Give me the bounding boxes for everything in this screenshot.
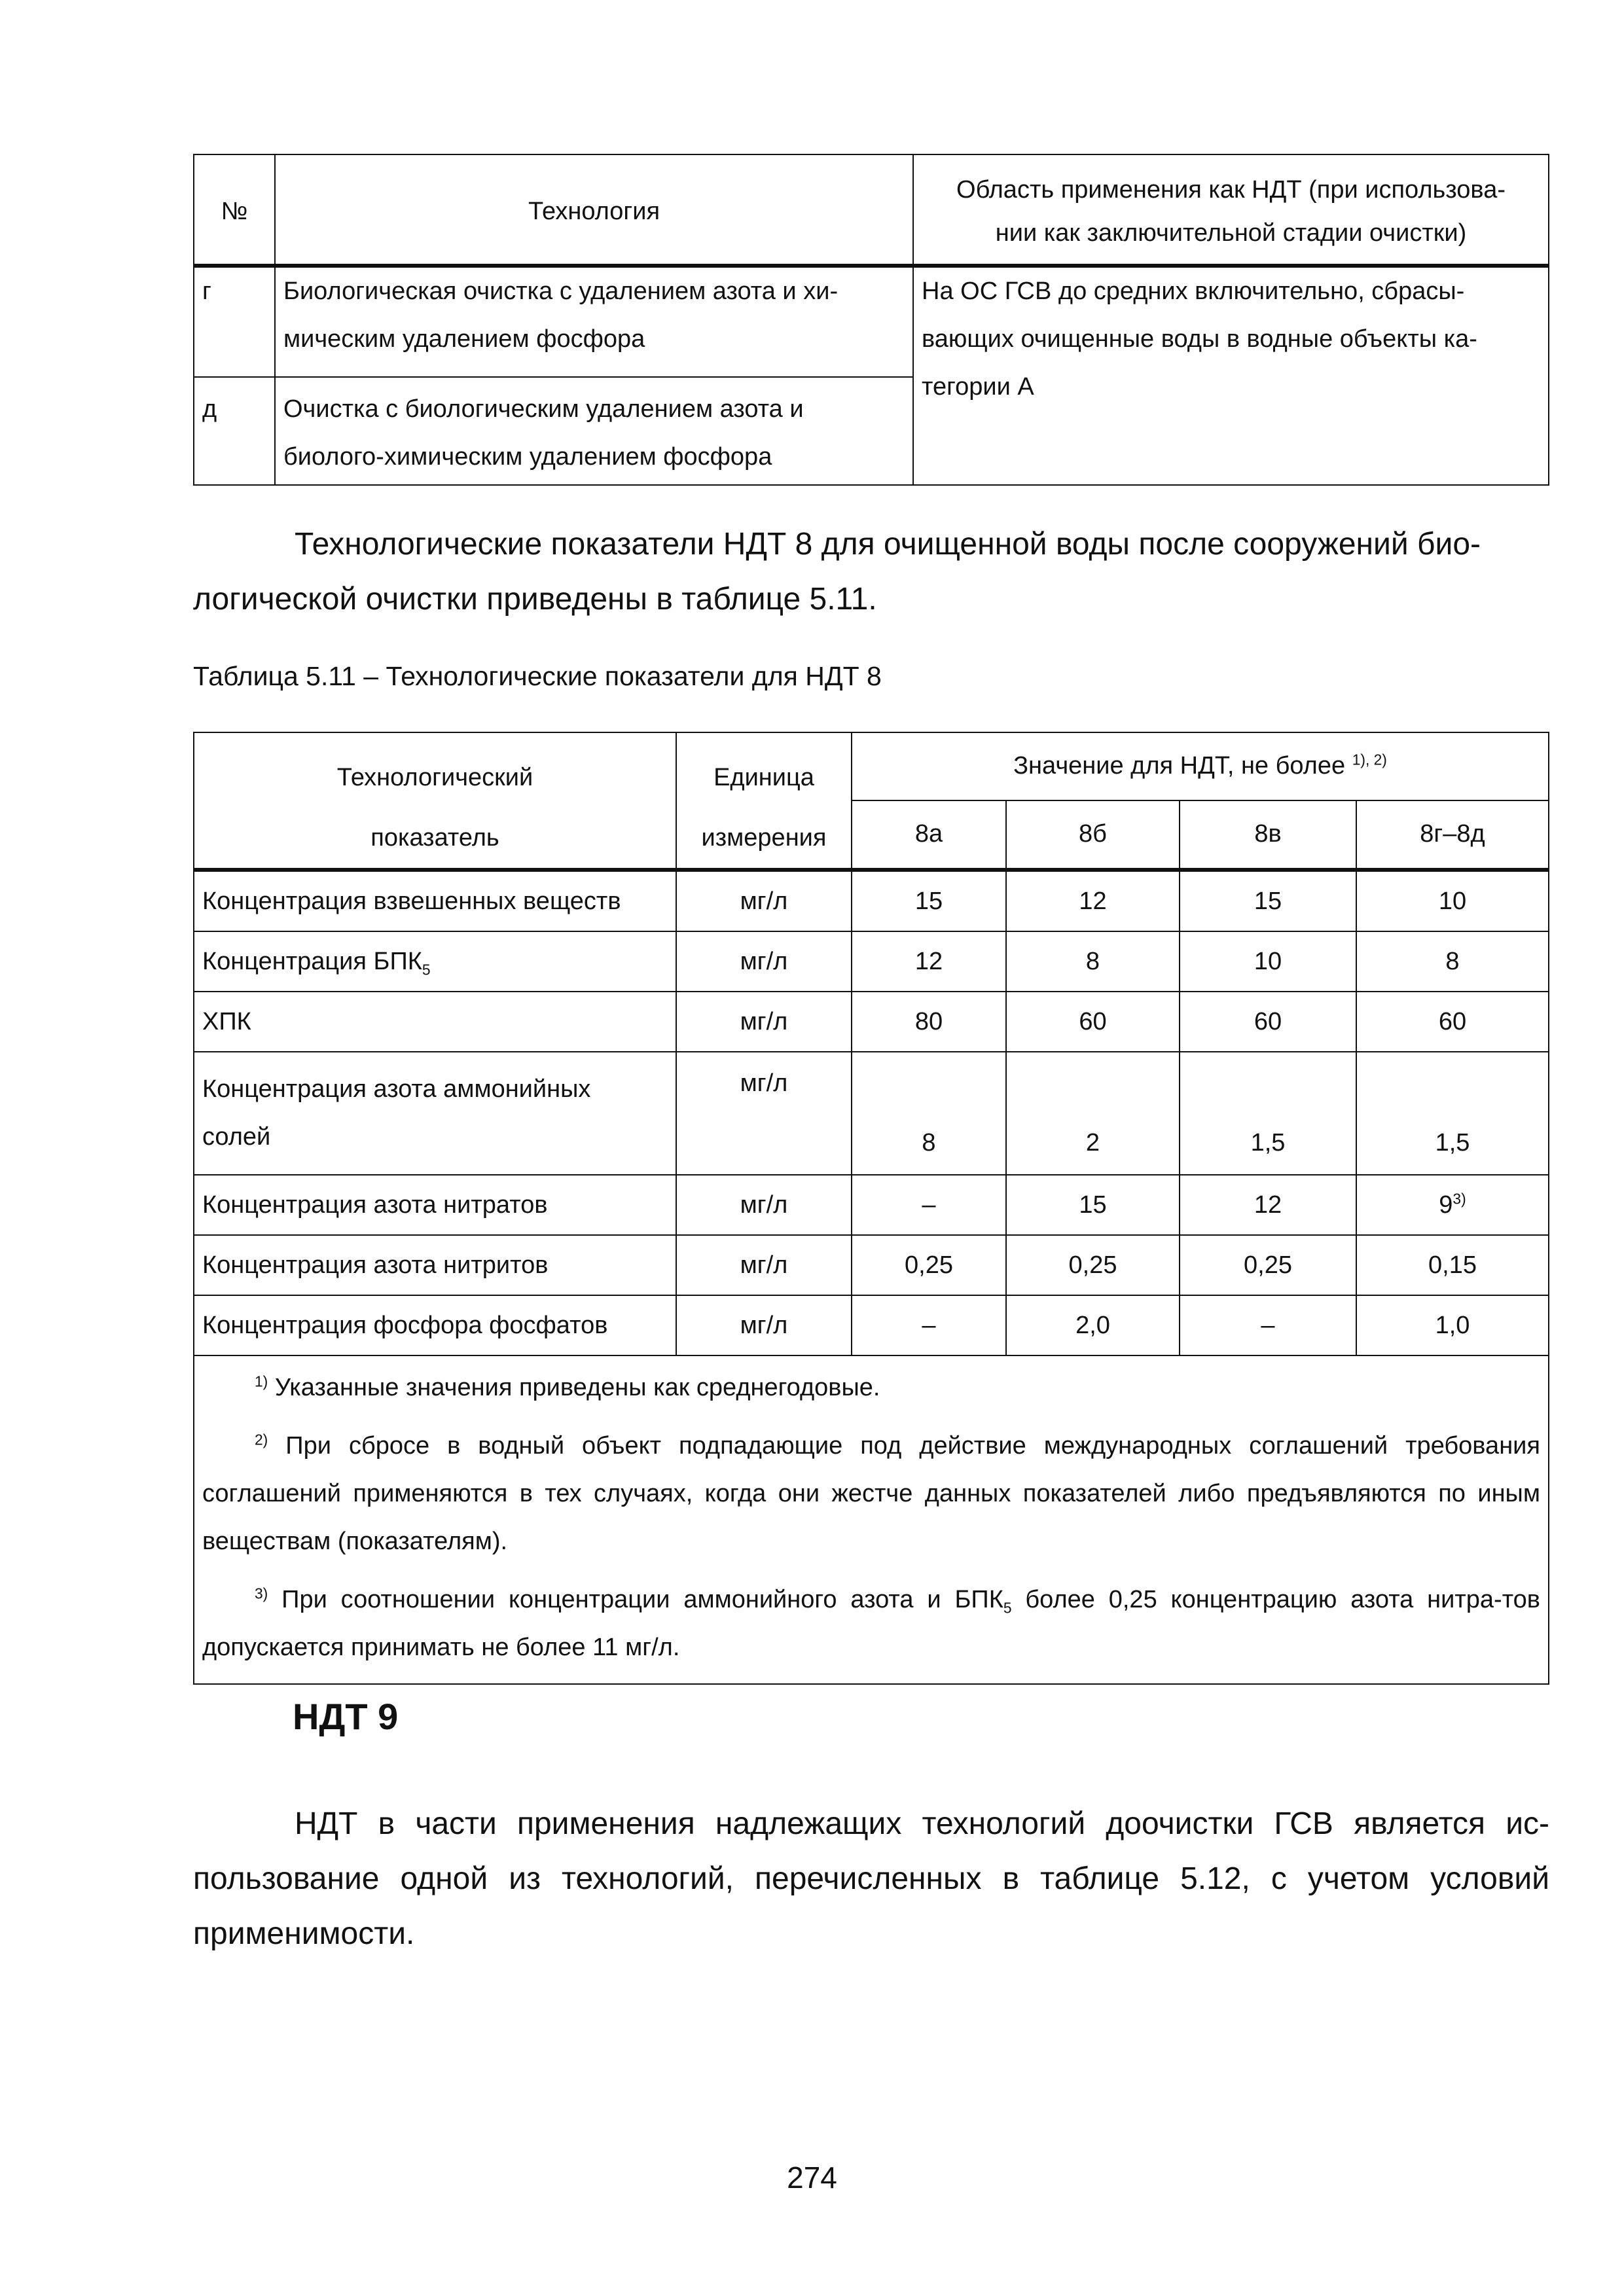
table-row: [194, 1175, 1549, 1235]
value-cell: 12: [852, 931, 1006, 992]
technology-table-header: [194, 154, 1549, 266]
subheader-8g-8d: 8г–8д: [1356, 800, 1549, 870]
indicator-name: Концентрация фосфора фосфатов: [194, 1295, 676, 1355]
value-cell: 1,5: [1180, 1052, 1356, 1175]
indicator-name: Концентрация азота нитратов: [194, 1175, 676, 1235]
row-technology: Биологическая очистка с удалением азота и хи- мическим удалением фосфора: [275, 266, 913, 377]
value-cell: 15: [1180, 870, 1356, 931]
subheader-8v: 8в: [1180, 800, 1356, 870]
indicator-name: Концентрация взвешенных веществ: [194, 870, 676, 931]
subheader-8a: 8а: [852, 800, 1006, 870]
indicator-unit: мг/л: [676, 1175, 852, 1235]
table-row: [194, 870, 1549, 931]
value-cell: 2,0: [1006, 1295, 1180, 1355]
header-indicator: Технологический показатель: [194, 732, 676, 870]
row-scope-merged: На ОС ГСВ до средних включительно, сбрасы- вающих очищенные воды в водные объекты ка- тегории А: [913, 266, 1549, 485]
footnote-3: $^{3)}$ При соотношении концентрации аммонийного азота и $БПК_5$ более 0,25 концентрацию азота нитра-тов допускается принимать не более 11 мг/л.: [202, 1585, 1540, 1661]
value-cell: 80: [852, 992, 1006, 1052]
header-unit: Единица измерения: [676, 732, 852, 870]
table-row: [194, 931, 1549, 992]
row-num: д: [194, 377, 275, 485]
value-cell: 1,5: [1356, 1052, 1549, 1175]
value-cell: 2: [1006, 1052, 1180, 1175]
footnote-2: $^{2)}$ При сбросе в водный объект подпадающие под действие международных соглашений требования соглашений применяются в тех случаях, когда они жестче данных показателей либо предъявляются по иным веществам (показателям).: [202, 1431, 1540, 1555]
value-cell: –: [852, 1175, 1006, 1235]
value-cell: 15: [852, 870, 1006, 931]
indicator-name: ХПК: [194, 992, 676, 1052]
footnotes: [194, 1355, 1549, 1684]
page-number: 274: [787, 2161, 837, 2195]
value-cell: 10: [1180, 931, 1356, 992]
header-num: №: [194, 154, 275, 266]
technology-table: [193, 154, 1549, 486]
value-cell: 0,25: [852, 1235, 1006, 1295]
table-caption: Таблица 5.11 – Технологические показатели для НДТ 8: [193, 661, 882, 691]
value-cell: 8: [1356, 931, 1549, 992]
value-cell: 12: [1006, 870, 1180, 931]
indicator-unit: мг/л: [676, 992, 852, 1052]
value-cell: 60: [1006, 992, 1180, 1052]
table-row: [194, 992, 1549, 1052]
intro-paragraph: Технологические показатели НДТ 8 для очищенной воды после сооружений био- логической очистки приведены в таблице 5.11.: [193, 527, 1481, 617]
indicators-table: [193, 732, 1549, 1685]
value-cell: 15: [1006, 1175, 1180, 1235]
closing-paragraph: НДТ в части применения надлежащих технологий доочистки ГСВ является ис-пользование одной из технологий, перечисленных в таблице 5.12, с учетом условий применимости.: [193, 1806, 1549, 1951]
table-row: [194, 1295, 1549, 1355]
footnote-ref: 3): [1453, 1189, 1466, 1207]
table-row: [194, 1052, 1549, 1175]
section-heading: НДТ 9: [293, 1696, 399, 1737]
footnote-ref: 1), 2): [1352, 751, 1387, 768]
indicator-unit: мг/л: [676, 1235, 852, 1295]
value-cell: 60: [1356, 992, 1549, 1052]
value-cell: 10: [1356, 870, 1549, 931]
table-row: [194, 1235, 1549, 1295]
value-cell: –: [852, 1295, 1006, 1355]
indicators-header-row: [194, 732, 1549, 800]
indicator-unit: мг/л: [676, 1052, 852, 1175]
header-value: Значение для НДТ, не более $^{1), 2)}$: [852, 732, 1549, 800]
indicator-name: Концентрация азота аммонийных солей: [194, 1052, 676, 1175]
value-cell: 8: [852, 1052, 1006, 1175]
value-cell: 0,15: [1356, 1235, 1549, 1295]
subheader-8b: 8б: [1006, 800, 1180, 870]
indicator-unit: мг/л: [676, 870, 852, 931]
value-cell: 60: [1180, 992, 1356, 1052]
value-cell: 9$^{3)}$: [1356, 1175, 1549, 1235]
header-technology: Технология: [275, 154, 913, 266]
value-cell: 1,0: [1356, 1295, 1549, 1355]
footnotes-row: [194, 1355, 1549, 1684]
value-cell: 0,25: [1006, 1235, 1180, 1295]
row-num: г: [194, 266, 275, 377]
row-technology: Очистка с биологическим удалением азота и биолого-химическим удалением фосфора: [275, 377, 913, 485]
indicator-unit: мг/л: [676, 931, 852, 992]
indicator-unit: мг/л: [676, 1295, 852, 1355]
value-cell: 0,25: [1180, 1235, 1356, 1295]
indicator-name: Концентрация азота нитритов: [194, 1235, 676, 1295]
header-scope: Область применения как НДТ (при использова- нии как заключительной стадии очистки): [913, 154, 1549, 266]
footnote-1: $^{1)}$ Указанные значения приведены как среднегодовые.: [255, 1372, 880, 1401]
table-row: [194, 266, 1549, 377]
value-cell: –: [1180, 1295, 1356, 1355]
value-cell: 12: [1180, 1175, 1356, 1235]
value-cell: 8: [1006, 931, 1180, 992]
indicator-name: Концентрация $БПК_5$: [194, 931, 676, 992]
